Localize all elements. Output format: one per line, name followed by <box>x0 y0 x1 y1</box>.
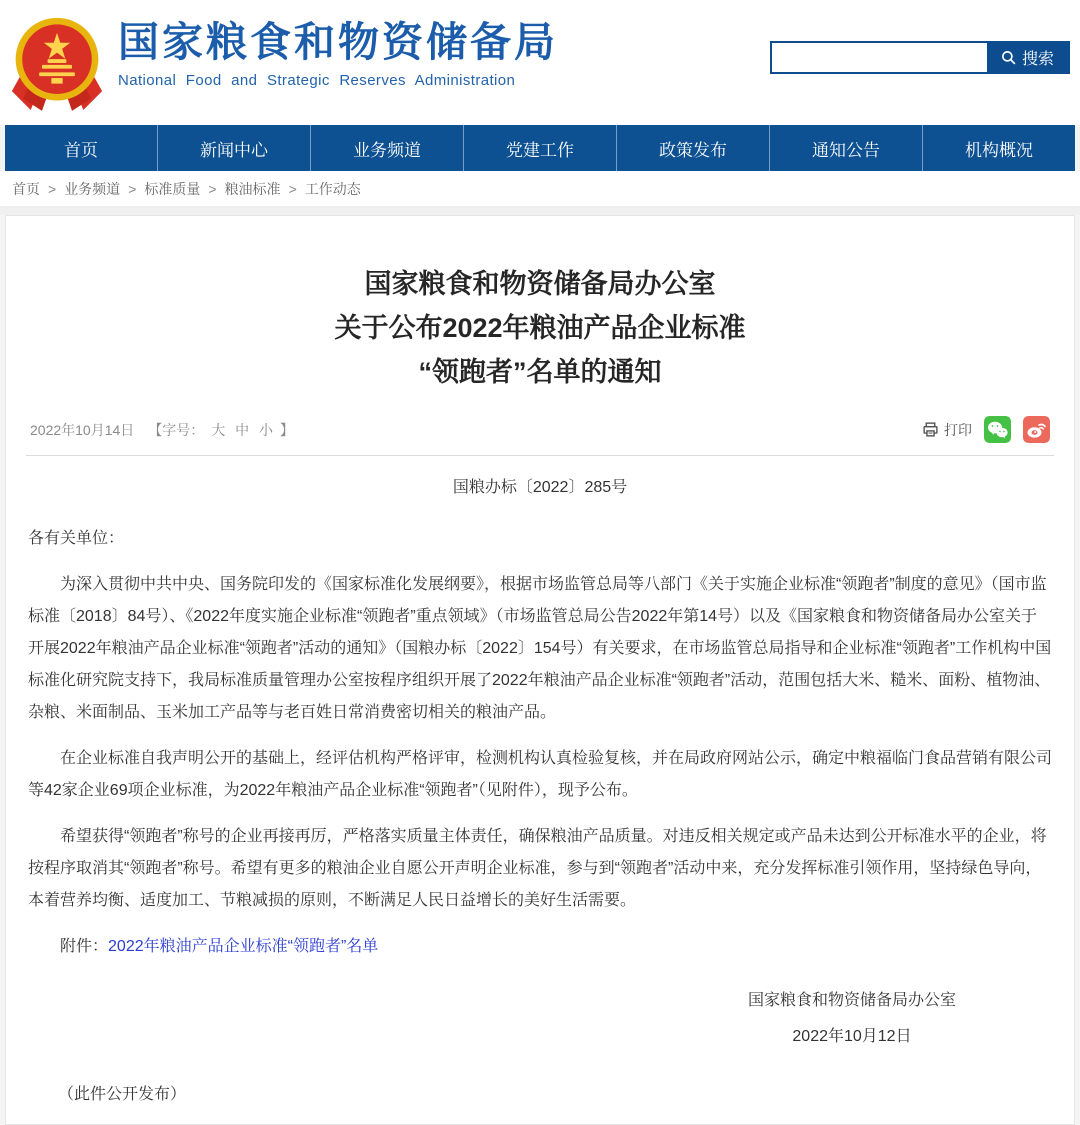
paragraph-2: 在企业标准自我声明公开的基础上，经评估机构严格评审，检测机构认真检验复核，并在局政府网站公示，确定中粮福临门食品营销有限公司等42家企业69项企业标准，为2022年粮油产品企业标准“领跑者”（见附件），现予公布。 <box>28 750 1053 799</box>
signature-date: 2022年10月12日 <box>792 1028 912 1045</box>
breadcrumb-business[interactable]: 业务频道 <box>64 180 121 197</box>
nav-item-notices[interactable]: 通知公告 <box>770 125 923 171</box>
search-input[interactable] <box>772 43 987 72</box>
article-meta-row <box>26 416 1054 456</box>
salutation: 各有关单位： <box>28 530 125 547</box>
national-emblem-icon <box>10 12 104 112</box>
document-number: 国粮办标〔2022〕285号 <box>452 479 628 496</box>
site-brand[interactable] <box>10 12 558 112</box>
nav-item-about[interactable]: 机构概况 <box>965 140 1033 160</box>
nav-item-policy[interactable]: 政策发布 <box>617 125 770 171</box>
search-box <box>770 41 1070 74</box>
site-title: 国家粮食和物资储备局 <box>118 19 558 65</box>
attachment-label: 附件： <box>60 938 109 955</box>
site-subtitle: National Food and Strategic Reserves Administration <box>118 72 516 90</box>
search-button[interactable] <box>987 43 1068 72</box>
signature-inner <box>748 983 956 1055</box>
search-icon <box>1001 50 1016 65</box>
font-size-small[interactable]: 小 <box>258 421 273 438</box>
breadcrumb-grain-oil-standards[interactable]: 粮油标准 <box>224 180 281 197</box>
font-size-widget <box>148 420 294 440</box>
breadcrumb-standards-quality[interactable]: 标准质量 <box>144 180 201 197</box>
font-size-large[interactable]: 大 <box>211 421 226 438</box>
breadcrumb-home[interactable]: 首页 <box>12 180 40 197</box>
publish-date: 2022年10月14日 <box>30 421 135 438</box>
breadcrumb-work-updates[interactable]: 工作动态 <box>304 180 361 197</box>
article-title-line1: 国家粮食和物资储备局办公室 <box>364 269 716 299</box>
weibo-share-icon[interactable] <box>1023 416 1050 443</box>
attachment-link[interactable]: 2022年粮油产品企业标准“领跑者”名单 <box>108 938 379 955</box>
nav-item-business[interactable]: 业务频道 <box>311 125 464 171</box>
article-body <box>26 523 1054 963</box>
section-divider <box>0 206 1080 215</box>
breadcrumb-separator: > <box>48 180 57 197</box>
nav-item-news[interactable]: 新闻中心 <box>158 125 311 171</box>
article-panel <box>5 215 1075 1125</box>
main-nav <box>5 125 1075 171</box>
breadcrumb-separator: > <box>208 180 217 197</box>
font-size-prefix: 【字号： <box>148 421 205 438</box>
signature-org: 国家粮食和物资储备局办公室 <box>747 992 956 1009</box>
public-release-note: （此件公开发布） <box>58 1086 187 1103</box>
print-label: 打印 <box>944 421 972 438</box>
attachment-line <box>28 931 1052 963</box>
font-size-suffix: 】 <box>279 421 294 438</box>
paragraph-1: 为深入贯彻中共中央、国务院印发的《国家标准化发展纲要》，根据市场监管总局等八部门《关于实施企业标准“领跑者”制度的意见》（国市监标准〔2018〕84号）、《2022年度实施企业标准“领跑者”重点领域》（市场监管总局公告2022年第14号）以及《国家粮食和物资储备局办公室关于开展2022年粮油产品企业标准“领跑者”活动的通知》（国粮办标〔2022〕154号）有关要求，在市场监管总局指导和企业标准“领跑者”工作机构中国标准化研究院支持下，我局标准质量管理办公室按程序组织开展了2022年粮油产品企业标准“领跑者”活动，范围包括大米、糙米、面粉、植物油、杂粮、米面制品、玉米加工产品等与老百姓日常消费密切相关的粮油产品。 <box>28 576 1052 721</box>
article-meta-right <box>922 416 1050 443</box>
breadcrumb-separator: > <box>288 180 297 197</box>
site-header <box>0 0 1080 125</box>
nav-item-party[interactable]: 党建工作 <box>464 125 617 171</box>
wechat-share-icon[interactable] <box>984 416 1011 443</box>
font-size-medium[interactable]: 中 <box>235 421 250 438</box>
article-meta-left <box>30 420 294 440</box>
article-title-line3: “领跑者”名单的通知 <box>418 357 662 387</box>
article-title <box>26 262 1054 394</box>
breadcrumb-separator: > <box>128 180 137 197</box>
breadcrumb <box>0 171 1080 206</box>
print-button[interactable] <box>922 420 972 440</box>
search-button-label: 搜索 <box>1021 51 1054 68</box>
paragraph-3: 希望获得“领跑者”称号的企业再接再厉，严格落实质量主体责任，确保粮油产品质量。对违反相关规定或产品未达到公开标准水平的企业，将按程序取消其“领跑者”称号。希望有更多的粮油企业自愿公开声明企业标准，参与到“领跑者”活动中来，充分发挥标准引领作用，坚持绿色导向，本着营养均衡、适度加工、节粮减损的原则，不断满足人民日益增长的美好生活需要。 <box>28 828 1047 909</box>
nav-item-home[interactable]: 首页 <box>5 125 158 171</box>
article-title-line2: 关于公布2022年粮油产品企业标准 <box>334 313 746 343</box>
printer-icon <box>922 421 939 438</box>
brand-text <box>118 12 558 89</box>
signature-block <box>26 983 1054 1055</box>
